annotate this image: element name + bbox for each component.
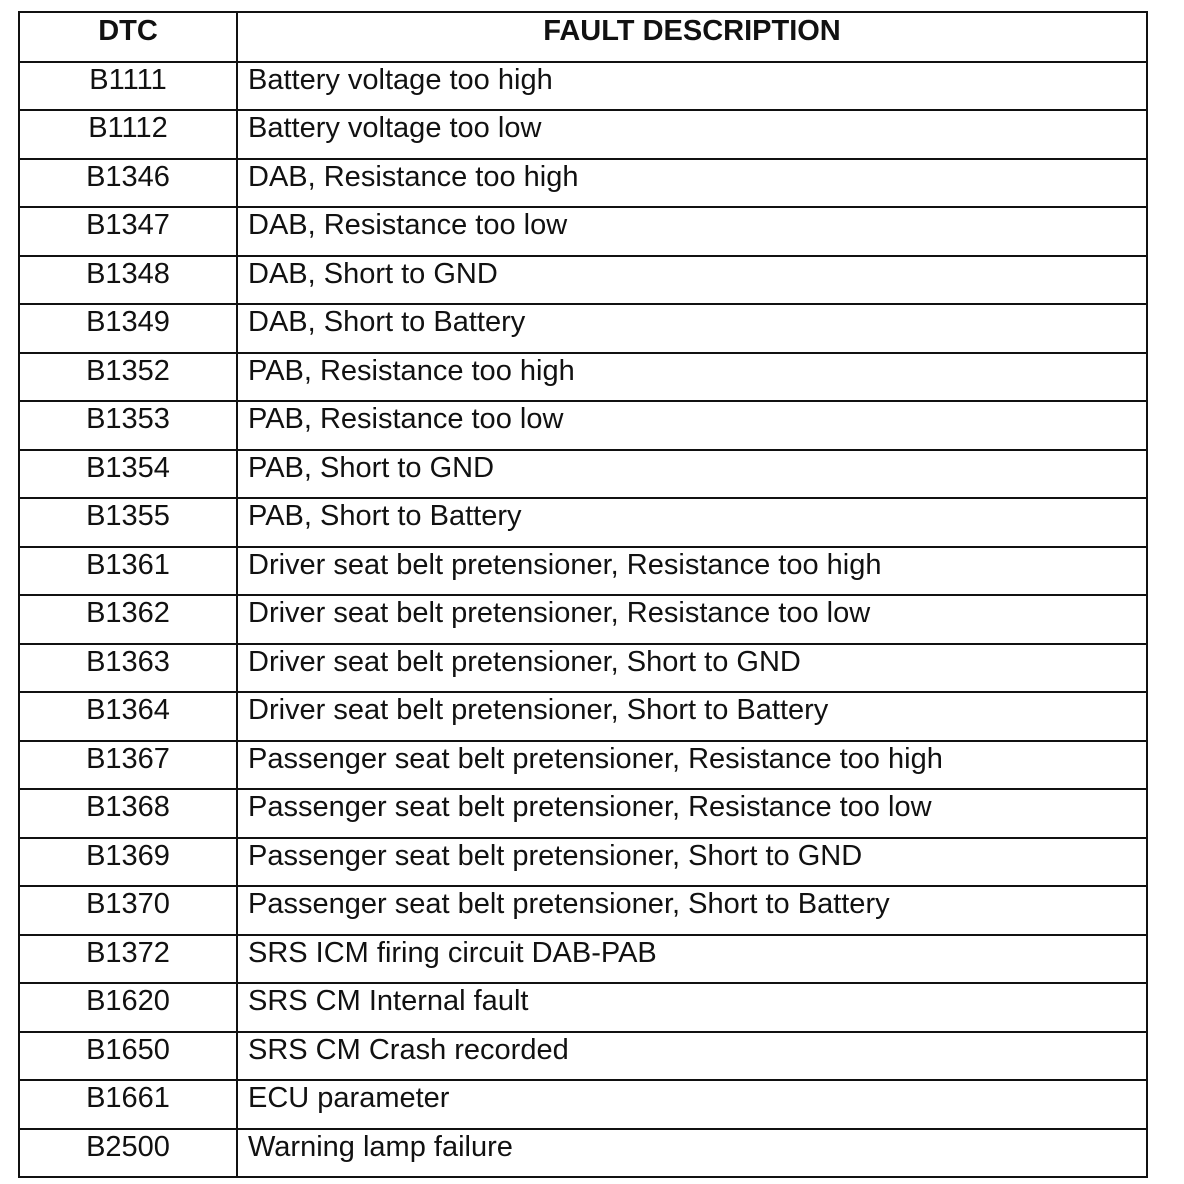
fault-description-cell: Warning lamp failure (237, 1129, 1147, 1178)
table-row (19, 1032, 1147, 1081)
dtc-code-cell: B1354 (19, 450, 237, 499)
table-row (19, 547, 1147, 596)
fault-description-cell: Driver seat belt pretensioner, Short to GND (237, 644, 1147, 693)
dtc-code-cell: B1362 (19, 595, 237, 644)
dtc-code-cell: B1364 (19, 692, 237, 741)
fault-description-cell: ECU parameter (237, 1080, 1147, 1129)
table-row (19, 353, 1147, 402)
table-row (19, 450, 1147, 499)
dtc-code-cell: B1661 (19, 1080, 237, 1129)
table-row (19, 110, 1147, 159)
dtc-code-cell: B1346 (19, 159, 237, 208)
dtc-code-cell: B1348 (19, 256, 237, 305)
fault-description-cell: Passenger seat belt pretensioner, Resistance too high (237, 741, 1147, 790)
fault-description-cell: Driver seat belt pretensioner, Resistance too high (237, 547, 1147, 596)
fault-description-cell: Battery voltage too low (237, 110, 1147, 159)
dtc-column-header: DTC (19, 12, 237, 62)
table-row (19, 983, 1147, 1032)
table-row (19, 498, 1147, 547)
fault-description-cell: SRS CM Internal fault (237, 983, 1147, 1032)
table-body (19, 62, 1147, 1178)
dtc-code-cell: B1372 (19, 935, 237, 984)
fault-description-cell: PAB, Resistance too high (237, 353, 1147, 402)
dtc-code-cell: B1111 (19, 62, 237, 111)
fault-description-cell: DAB, Resistance too high (237, 159, 1147, 208)
table-row (19, 401, 1147, 450)
fault-description-cell: Passenger seat belt pretensioner, Short to Battery (237, 886, 1147, 935)
fault-description-cell: Passenger seat belt pretensioner, Short to GND (237, 838, 1147, 887)
dtc-code-cell: B1620 (19, 983, 237, 1032)
dtc-code-cell: B1363 (19, 644, 237, 693)
fault-description-cell: Battery voltage too high (237, 62, 1147, 111)
table-row (19, 692, 1147, 741)
table-row (19, 935, 1147, 984)
table-row (19, 207, 1147, 256)
table-row (19, 1129, 1147, 1178)
dtc-code-cell: B1355 (19, 498, 237, 547)
fault-description-cell: SRS ICM firing circuit DAB-PAB (237, 935, 1147, 984)
table-row (19, 644, 1147, 693)
table-row (19, 256, 1147, 305)
dtc-code-cell: B1349 (19, 304, 237, 353)
dtc-code-cell: B2500 (19, 1129, 237, 1178)
fault-description-column-header: FAULT DESCRIPTION (237, 12, 1147, 62)
table-row (19, 838, 1147, 887)
dtc-code-cell: B1352 (19, 353, 237, 402)
table-row (19, 62, 1147, 111)
table-row (19, 1080, 1147, 1129)
fault-description-cell: DAB, Short to Battery (237, 304, 1147, 353)
fault-description-cell: SRS CM Crash recorded (237, 1032, 1147, 1081)
fault-description-cell: Driver seat belt pretensioner, Resistance too low (237, 595, 1147, 644)
table-row (19, 595, 1147, 644)
table-header-row (19, 12, 1147, 62)
dtc-code-cell: B1353 (19, 401, 237, 450)
fault-description-cell: DAB, Short to GND (237, 256, 1147, 305)
dtc-code-cell: B1369 (19, 838, 237, 887)
fault-description-cell: PAB, Resistance too low (237, 401, 1147, 450)
dtc-code-cell: B1370 (19, 886, 237, 935)
fault-description-cell: DAB, Resistance too low (237, 207, 1147, 256)
table-row (19, 789, 1147, 838)
fault-description-cell: Driver seat belt pretensioner, Short to Battery (237, 692, 1147, 741)
dtc-fault-table (18, 11, 1148, 1178)
dtc-code-cell: B1368 (19, 789, 237, 838)
dtc-code-cell: B1347 (19, 207, 237, 256)
fault-description-cell: PAB, Short to Battery (237, 498, 1147, 547)
fault-description-cell: Passenger seat belt pretensioner, Resistance too low (237, 789, 1147, 838)
dtc-code-cell: B1361 (19, 547, 237, 596)
dtc-code-cell: B1112 (19, 110, 237, 159)
dtc-code-cell: B1367 (19, 741, 237, 790)
table-row (19, 159, 1147, 208)
dtc-code-cell: B1650 (19, 1032, 237, 1081)
table-row (19, 886, 1147, 935)
table-row (19, 304, 1147, 353)
table-row (19, 741, 1147, 790)
fault-description-cell: PAB, Short to GND (237, 450, 1147, 499)
